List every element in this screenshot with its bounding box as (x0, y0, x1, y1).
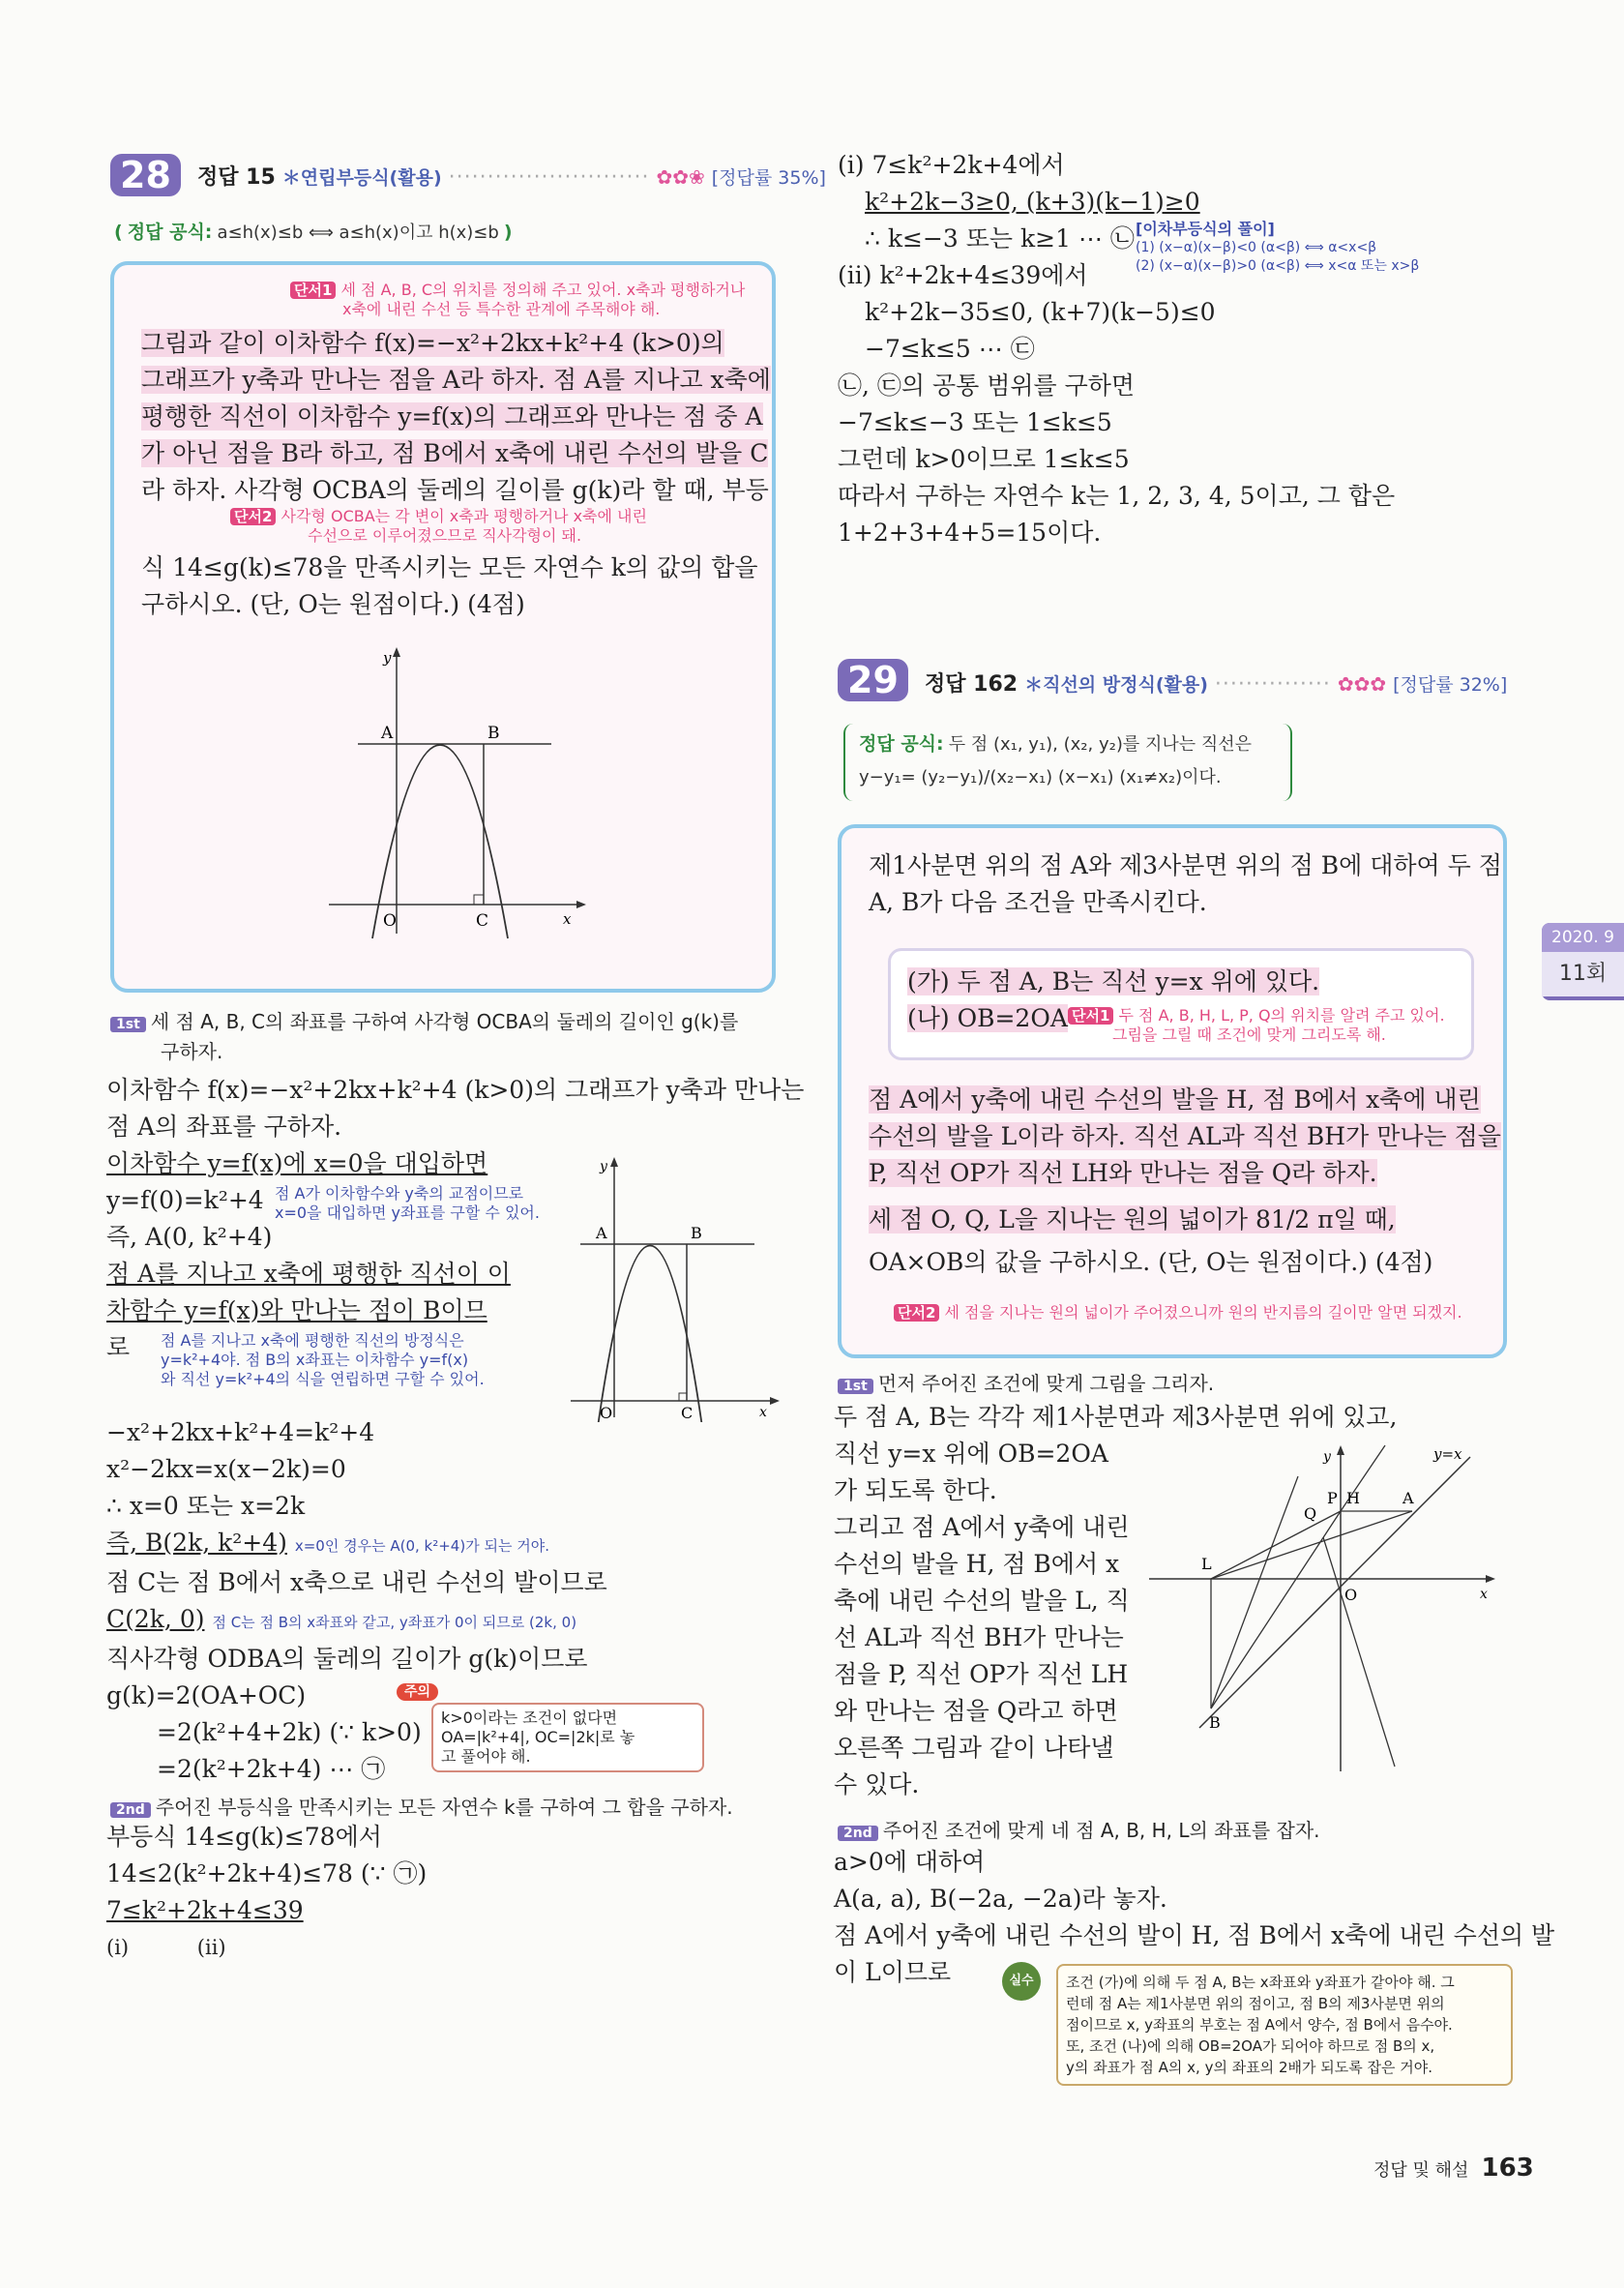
q29-problem-line: A, B가 다음 조건을 만족시킨다. (869, 888, 1207, 916)
side-tab[interactable] (1542, 923, 1624, 1000)
q28-caution-line: k>0이라는 조건이 없다면 (441, 1709, 618, 1727)
q28-problem-line: 구하시오. (단, O는 원점이다.) (4점) (141, 590, 525, 618)
q29-mistake-line: 조건 (가)에 의해 두 점 A, B는 x좌표와 y좌표가 같아야 해. 그 (1066, 1974, 1455, 1991)
q28-rate: [정답률 35%] (711, 167, 826, 189)
side-tab-year: 2020. 9 (1542, 923, 1624, 952)
q29-sol-line: 수선의 발을 H, 점 B에서 x (834, 1550, 1120, 1578)
q29-sol-line: 가 되도록 한다. (834, 1476, 997, 1504)
q28-sol-line: C(2k, 0) (106, 1605, 205, 1633)
q28-sol-line: g(k)=2(OA+OC) (106, 1681, 307, 1709)
q29-answer: 정답 162 ＊직선의 방정식(활용) ··············· ✿✿✿ [정답률 32%] (925, 672, 1508, 697)
q29-problem-line: P, 직선 OP가 직선 LH와 만나는 점을 Q라 하자. (869, 1159, 1377, 1187)
q28-solution-graph (561, 1151, 783, 1422)
q28-sol-graph-label: C (681, 1404, 694, 1422)
q28-sol-line: =2(k²+2k+4) ⋯ ㉠ (157, 1755, 386, 1783)
q28-hint1-tag: 단서1 (290, 282, 336, 299)
q29-graph-label: L (1201, 1555, 1212, 1573)
q28-sol-line: y=f(0)=k²+4 (106, 1186, 264, 1214)
page-number: 163 (1481, 2154, 1534, 2183)
q28-right-line: (i) 7≤k²+2k+4에서 (838, 151, 1065, 179)
q28-sub-ii: (ii) (196, 1936, 226, 1959)
q29-step1 (838, 1368, 1214, 1396)
q28-note-c: x=0인 경우는 A(0, k²+4)가 되는 거야. (294, 1537, 549, 1555)
q29-graph-label: H (1346, 1489, 1360, 1507)
q29-step1-text: 먼저 주어진 조건에 맞게 그림을 그리자. (877, 1372, 1215, 1395)
q29-number: 29 (838, 659, 908, 701)
q29-topic: ＊직선의 방정식(활용) (1024, 674, 1208, 696)
q28-right-line: −7≤k≤5 ⋯ ㉢ (865, 335, 1035, 363)
q29-mistake-badge: 실수 (1002, 1962, 1041, 2001)
q28-step1-text: 세 점 A, B, C의 좌표를 구하여 사각형 OCBA의 둘레의 길이인 g(k)를 (150, 1010, 739, 1033)
q29-formula-body-1: 두 점 (x₁, y₁), (x₂, y₂)를 지나는 직선은 (948, 734, 1253, 755)
q28-note-b-line2: y=k²+4야. 점 B의 x좌표는 이차함수 y=f(x) (161, 1351, 469, 1369)
q28-sol2-line: 부등식 14≤g(k)≤78에서 (106, 1823, 382, 1851)
q28-right-line: (ii) k²+2k+4≤39에서 (838, 261, 1088, 289)
q29-formula-label: 정답 공식: (859, 733, 944, 755)
q28-note-d: 점 C는 점 B의 x좌표와 같고, y좌표가 0이 되므로 (2k, 0) (212, 1614, 577, 1631)
q28-graph-label: O (383, 911, 397, 931)
q28-right-line: 그런데 k>0이므로 1≤k≤5 (838, 445, 1130, 473)
q28-sol-line: 로 (106, 1333, 131, 1361)
q28-sol2-line: 14≤2(k²+2k+4)≤78 (∵ ㉠) (106, 1859, 428, 1887)
q28-right-line: ∴ k≤−3 또는 k≥1 ⋯ ㉡ (865, 224, 1135, 253)
q28-hint1-line1: 세 점 A, B, C의 위치를 정의해 주고 있어. x축과 평행하거나 (340, 281, 746, 299)
q29-step1-tag: 1st (838, 1379, 873, 1394)
q29-problem-line: OA×OB의 값을 구하시오. (단, O는 원점이다.) (4점) (869, 1248, 1433, 1276)
q28-ineq-2: (2) (x−α)(x−β)>0 (α<β) ⟺ x<α 또는 x>β (1136, 258, 1420, 274)
q28-caution-tag: 주의 (397, 1683, 438, 1701)
q28-sol2-line: 7≤k²+2k+4≤39 (106, 1896, 304, 1924)
q28-sol-line: 차함수 y=f(x)와 만나는 점이 B이므 (106, 1296, 487, 1324)
q29-sol-line: 점을 P, 직선 OP가 직선 LH (834, 1660, 1129, 1688)
q29-graph-label: y=x (1433, 1445, 1462, 1463)
q28-sol-line: 이차함수 f(x)=−x²+2kx+k²+4 (k>0)의 그래프가 y축과 만나는 (106, 1076, 805, 1104)
q29-problem-line: 제1사분면 위의 점 A와 제3사분면 위의 점 B에 대하여 두 점 (869, 851, 1502, 879)
q28-caution-line: OA=|k²+4|, OC=|2k|로 놓 (441, 1728, 635, 1746)
q29-graph-label: y (1323, 1449, 1331, 1465)
q29-step2 (838, 1815, 1320, 1843)
q29-hint1-tag: 단서1 (1068, 1007, 1113, 1025)
q29-graph-label: Q (1304, 1504, 1317, 1523)
q29-sol-line: 와 만나는 점을 Q라고 하면 (834, 1697, 1118, 1725)
q29-cond-na: (나) OB=2OA (907, 1004, 1068, 1032)
q28-hint1-line2: x축에 내린 수선 등 특수한 관계에 주목해야 해. (342, 300, 661, 318)
q29-formula (859, 728, 1252, 794)
q28-hint2-line1: 사각형 OCBA는 각 변이 x축과 평행하거나 x축에 내린 (281, 507, 647, 525)
q28-caution-tag-wrap (397, 1681, 438, 1701)
q28-sol-graph-label: y (600, 1159, 607, 1174)
q28-sub-i: (i) (106, 1936, 130, 1959)
q28-sol-line: 즉, B(2k, k²+4) (106, 1529, 287, 1557)
q28-number: 28 (110, 154, 181, 196)
q29-problem-line: 점 A에서 y축에 내린 수선의 발을 H, 점 B에서 x축에 내린 (869, 1085, 1481, 1114)
q28-answer-label: 정답 15 (197, 165, 276, 190)
q28-step2-tag: 2nd (110, 1802, 151, 1818)
q28-sol-line: 직사각형 ODBA의 둘레의 길이가 g(k)이므로 (106, 1645, 588, 1673)
q29-rate: [정답률 32%] (1393, 674, 1508, 696)
q28-problem-line: 라 하자. 사각형 OCBA의 둘레의 길이를 g(k)라 할 때, 부등 (141, 476, 769, 504)
q29-mistake-box (1056, 1964, 1513, 2086)
q29-formula-body-2: y−y₁= (y₂−y₁)/(x₂−x₁) (x−x₁) (x₁≠x₂)이다. (859, 767, 1222, 787)
footer-label: 정답 및 해설 (1373, 2160, 1469, 2181)
footer (1373, 2154, 1534, 2183)
q29-problem-text (869, 847, 1502, 921)
q28-sol-line: 점 A의 좌표를 구하자. (106, 1113, 342, 1141)
q29-sol-line: 수 있다. (834, 1770, 920, 1798)
q28-stars: ✿✿❀ (656, 165, 705, 189)
q29-mistake-line: 또, 조건 (나)에 의해 OB=2OA가 되어야 하므로 점 B의 x, (1066, 2037, 1435, 2055)
q29-sol-line: 선 AL과 직선 BH가 만나는 (834, 1623, 1124, 1651)
q28-formula: ( 정답 공식: a≤h(x)≤b ⟺ a≤h(x)이고 h(x)≤b ) (114, 222, 513, 243)
q28-step2-text: 주어진 부등식을 만족시키는 모든 자연수 k를 구하여 그 합을 구하자. (155, 1796, 733, 1819)
q28-sol-line: −x²+2kx+k²+4=k²+4 (106, 1418, 375, 1446)
q29-sol-line: 직선 y=x 위에 OB=2OA (834, 1440, 1108, 1468)
q28-right-line: −7≤k≤−3 또는 1≤k≤5 (838, 408, 1112, 436)
q29-graph (1141, 1438, 1499, 1776)
q28-solution-c (106, 1819, 427, 1966)
q29-sol-line: 그리고 점 A에서 y축에 내린 (834, 1513, 1130, 1541)
q28-problem-line: 그래프가 y축과 만나는 점을 A라 하자. 점 A를 지나고 x축에 (141, 366, 771, 394)
q28-right-line: 1+2+3+4+5=15이다. (838, 519, 1102, 547)
q28-right-line: 따라서 구하는 자연수 k는 1, 2, 3, 4, 5이고, 그 합은 (838, 482, 1396, 510)
q28-problem-line: 그림과 같이 이차함수 f(x)=−x²+2kx+k²+4 (k>0)의 (141, 329, 724, 357)
q29-sol2-line: a>0에 대하여 (834, 1848, 986, 1876)
q28-step1-text2: 구하자. (161, 1040, 223, 1063)
q28-problem-line: 식 14≤g(k)≤78을 만족시키는 모든 자연수 k의 값의 합을 (141, 553, 758, 581)
q28-sol-graph-label: A (596, 1224, 607, 1242)
q28-ineq-1: (1) (x−α)(x−β)<0 (α<β) ⟺ α<x<β (1136, 240, 1377, 255)
q29-graph-label: P (1327, 1489, 1338, 1507)
q29-sol2-line: 이 L이므로 (834, 1958, 952, 1986)
q28-graph (319, 643, 590, 943)
q28-graph-label: y (383, 649, 392, 667)
q28-note-b-line3: 와 직선 y=k²+4의 식을 연립하면 구할 수 있어. (161, 1370, 485, 1388)
q28-sol-line: =2(k²+4+2k) (∵ k>0) (157, 1718, 422, 1746)
q28-step2 (110, 1792, 733, 1820)
q28-right-line: k²+2k−35≤0, (k+7)(k−5)≤0 (865, 298, 1216, 326)
q28-problem-line: 평행한 직선이 이차함수 y=f(x)의 그래프와 만나는 점 중 A (141, 402, 763, 431)
q28-step1 (110, 1008, 738, 1067)
q28-hint1 (290, 281, 745, 319)
q28-step1-tag: 1st (110, 1017, 146, 1032)
q29-hint1 (1068, 1006, 1445, 1045)
q29-problem-line: 세 점 O, Q, L을 지나는 원의 넓이가 81/2 π일 때, (869, 1205, 1396, 1233)
q28-sol-graph-label: B (691, 1224, 702, 1242)
q29-stars: ✿✿✿ (1337, 672, 1387, 696)
q28-graph-label: A (381, 724, 394, 743)
q29-sol-line: 오른쪽 그림과 같이 나타낼 (834, 1734, 1114, 1762)
q28-hint2-tag: 단서2 (230, 508, 276, 525)
q28-note-b-line1: 점 A를 지나고 x축에 평행한 직선의 방정식은 (161, 1331, 464, 1350)
q28-hint2 (230, 507, 647, 546)
q29-sol2-line: A(a, a), B(−2a, −2a)라 놓자. (834, 1885, 1167, 1913)
q29-hint2-line: 세 점을 지나는 원의 넓이가 주어졌으니까 원의 반지름의 길이만 알면 되겠지. (944, 1303, 1462, 1322)
q28-caution-box (431, 1703, 704, 1772)
q29-sol-line: 축에 내린 수선의 발을 L, 직 (834, 1587, 1130, 1615)
q29-graph-label: A (1403, 1489, 1414, 1507)
q28-graph-label: C (476, 911, 489, 931)
q29-step2-text: 주어진 조건에 맞게 네 점 A, B, H, L의 좌표를 잡자. (882, 1819, 1320, 1842)
q28-answer: 정답 15 ＊연립부등식(활용) ·························· ✿✿❀ [정답률 35%] (197, 165, 826, 190)
q29-sol-line: 두 점 A, B는 각각 제1사분면과 제3사분면 위에 있고, (834, 1403, 1398, 1431)
q29-problem-text2 (869, 1082, 1501, 1281)
q28-note-a-line1: 점 A가 이차함수와 y축의 교점이므로 (275, 1184, 524, 1203)
q28-graph-label: x (563, 910, 572, 928)
side-tab-round: 11회 (1542, 952, 1624, 996)
q28-topic: ＊연립부등식(활용) (281, 167, 442, 189)
q28-note-b (161, 1331, 485, 1389)
q28-sol-graph-label: x (759, 1405, 767, 1420)
q29-graph-label: x (1480, 1587, 1488, 1602)
q28-formula-body: a≤h(x)≤b ⟺ a≤h(x)이고 h(x)≤b (217, 223, 499, 243)
q29-problem-line: 수선의 발을 L이라 하자. 직선 AL과 직선 BH가 만나는 점을 (869, 1122, 1501, 1150)
q29-cond-ga: (가) 두 점 A, B는 직선 y=x 위에 있다. (907, 967, 1320, 995)
q29-header (838, 658, 908, 702)
q28-formula-label: 정답 공식: (127, 222, 213, 243)
q29-hint2 (894, 1300, 1462, 1322)
q29-answer-label: 정답 162 (925, 672, 1019, 697)
q28-header (110, 153, 181, 197)
q28-right-line: ㉡, ㉢의 공통 범위를 구하면 (838, 371, 1136, 400)
q29-mistake-line: 런데 점 A는 제1사분면 위의 점이고, 점 B의 제3사분면 위의 (1066, 1995, 1445, 2012)
q28-hint2-line2: 수선으로 이루어졌으므로 직사각형이 돼. (308, 526, 582, 545)
q28-note-a (275, 1184, 540, 1223)
q29-graph-label: B (1209, 1713, 1221, 1732)
q28-note-a-line2: x=0을 대입하면 y좌표를 구할 수 있어. (275, 1203, 540, 1222)
q28-problem-text (141, 325, 771, 509)
q28-ineq-note (1136, 221, 1419, 275)
q29-sol2-line: 점 A에서 y축에 내린 수선의 발이 H, 점 B에서 x축에 내린 수선의 발 (834, 1921, 1555, 1949)
q29-mistake-line: 점이므로 x, y좌표의 부호는 점 A에서 양수, 점 B에서 음수야. (1066, 2016, 1453, 2034)
q28-sol-line: 점 A를 지나고 x축에 평행한 직선이 이 (106, 1260, 511, 1288)
q28-graph-label: B (487, 724, 500, 743)
q29-hint1-line2: 그림을 그릴 때 조건에 맞게 그리도록 해. (1112, 1025, 1386, 1044)
q28-sol-line: 즉, A(0, k²+4) (106, 1223, 273, 1251)
q28-problem-text2 (141, 550, 758, 623)
q29-hint1-line1: 두 점 A, B, H, L, P, Q의 위치를 알려 주고 있어. (1118, 1006, 1445, 1025)
q28-sol-line: x²−2kx=x(x−2k)=0 (106, 1455, 346, 1483)
q28-right-line: k²+2k−3≥0, (k+3)(k−1)≥0 (865, 188, 1200, 216)
q29-graph-label: O (1344, 1586, 1358, 1604)
q28-sol-line: 점 C는 점 B에서 x축으로 내린 수선의 발이므로 (106, 1568, 607, 1596)
q29-step2-tag: 2nd (838, 1826, 878, 1841)
q28-sol-line: ∴ x=0 또는 x=2k (106, 1492, 306, 1520)
q28-right-solution (838, 147, 1395, 551)
q28-sol-graph-label: O (600, 1404, 613, 1422)
q28-sol-line: 이차함수 y=f(x)에 x=0을 대입하면 (106, 1149, 488, 1177)
q28-caution-line: 고 풀어야 해. (441, 1747, 531, 1766)
q28-problem-line: 가 아닌 점을 B라 하고, 점 B에서 x축에 내린 수선의 발을 C (141, 439, 769, 467)
q28-ineq-title: [이차부등식의 풀이] (1136, 220, 1275, 238)
q29-hint2-tag: 단서2 (894, 1304, 939, 1322)
q29-mistake-line: y의 좌표가 점 A의 x, y의 좌표의 2배가 되도록 잡은 거야. (1066, 2059, 1432, 2076)
